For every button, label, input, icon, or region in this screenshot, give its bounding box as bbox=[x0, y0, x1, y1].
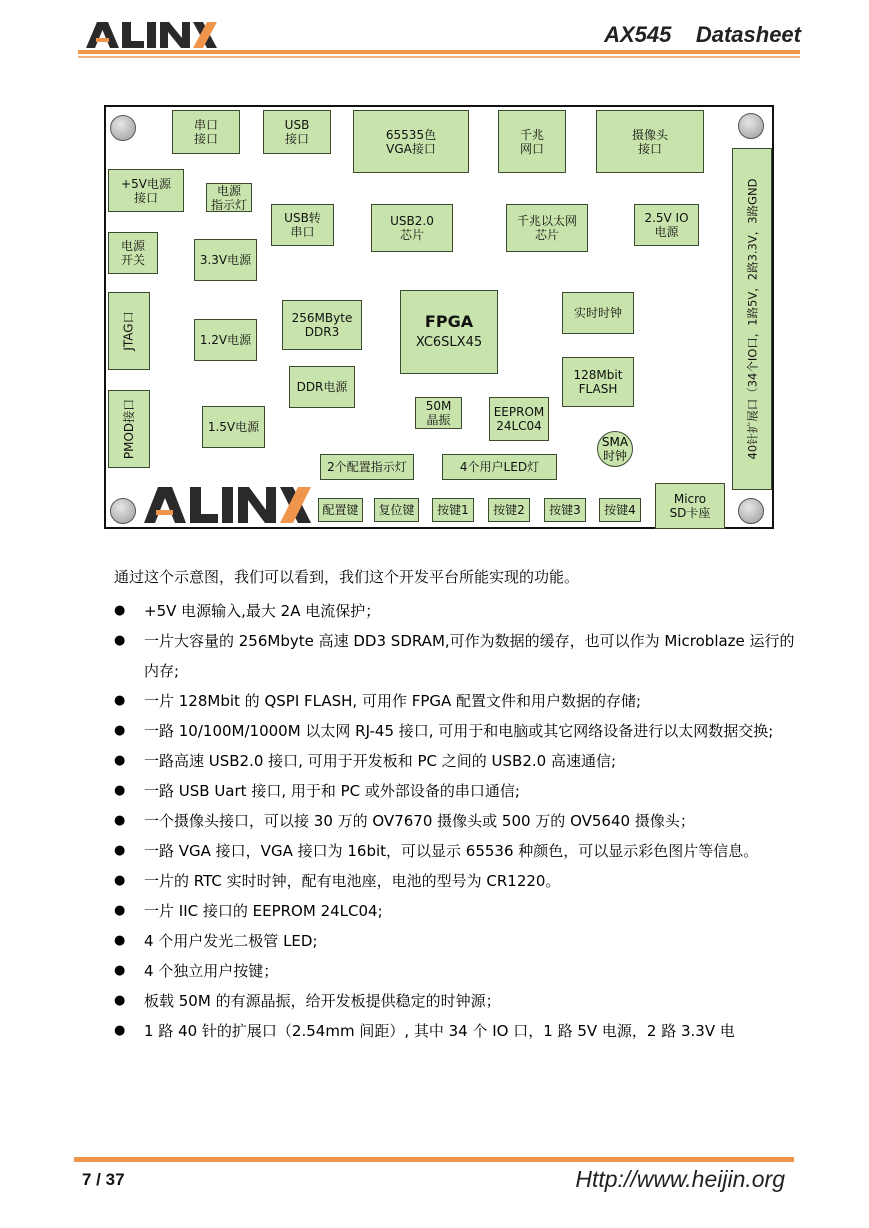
ethernet-chip-block: 千兆以太网 芯片 bbox=[506, 204, 588, 252]
jtag-label: JTAG口 bbox=[122, 311, 136, 351]
feature-item: ● 4 个用户发光二极管 LED; bbox=[114, 926, 804, 956]
document-title: AX545 Datasheet bbox=[604, 22, 801, 47]
pmod-label: PMOD接口 bbox=[122, 398, 136, 460]
feature-list bbox=[114, 596, 804, 1046]
usb2-chip-block: USB2.0 芯片 bbox=[371, 204, 453, 252]
key3-block: 按键3 bbox=[544, 498, 586, 522]
key4-block: 按键4 bbox=[599, 498, 641, 522]
feature-item: ● 一片 IIC 接口的 EEPROM 24LC04; bbox=[114, 896, 804, 926]
header-rule-thin bbox=[78, 56, 800, 58]
user-leds-block: 4个用户LED灯 bbox=[442, 454, 557, 480]
fpga-block bbox=[400, 290, 498, 374]
reset-key-block: 复位键 bbox=[374, 498, 419, 522]
pmod-block bbox=[108, 390, 150, 468]
feature-item: ● 一路 10/100M/1000M 以太网 RJ-45 接口, 可用于和电脑或其它网络设备进行以太网数据交换; bbox=[114, 716, 804, 746]
config-leds-block: 2个配置指示灯 bbox=[320, 454, 414, 480]
board-alinx-logo bbox=[144, 485, 312, 525]
camera-block: 摄像头 接口 bbox=[596, 110, 704, 173]
intro-text: 通过这个示意图，我们可以看到，我们这个开发平台所能实现的功能。 bbox=[114, 568, 580, 586]
rtc-block: 实时时钟 bbox=[562, 292, 634, 334]
jtag-block bbox=[108, 292, 150, 370]
feature-item: ● 一个摄像头接口，可以接 30 万的 OV7670 摄像头或 500 万的 OV5640 摄像头； bbox=[114, 806, 804, 836]
header-rule bbox=[78, 50, 800, 54]
footer-website[interactable]: Http://www.heijin.org bbox=[575, 1166, 785, 1192]
page-number: 7 / 37 bbox=[82, 1170, 125, 1189]
footer-rule bbox=[74, 1157, 794, 1162]
power-1v5-block: 1.5V电源 bbox=[202, 406, 265, 448]
crystal-block: 50M 晶振 bbox=[415, 397, 462, 429]
expansion-label: 40针扩展口（34个IO口，1路5V，2路3.3V，3路GND bbox=[745, 178, 759, 460]
power-input-block: +5V电源 接口 bbox=[108, 169, 184, 212]
feature-item: ● 一片的 RTC 实时时钟，配有电池座，电池的型号为 CR1220。 bbox=[114, 866, 804, 896]
power-3v3-block: 3.3V电源 bbox=[194, 239, 257, 281]
uart-port-block: 串口 接口 bbox=[172, 110, 240, 154]
mount-hole bbox=[738, 498, 764, 524]
io-power-2v5-block: 2.5V IO 电源 bbox=[634, 204, 699, 246]
expansion-header-block bbox=[732, 148, 772, 490]
mount-hole bbox=[738, 113, 764, 139]
feature-item: ● 一片大容量的 256Mbyte 高速 DD3 SDRAM,可作为数据的缓存，也可以作为 Microblaze 运行的内存; bbox=[114, 626, 804, 686]
feature-item: ● +5V 电源输入,最大 2A 电流保护； bbox=[114, 596, 804, 626]
feature-item: ● 一片 128Mbit 的 QSPI FLASH, 可用作 FPGA 配置文件和用户数据的存储; bbox=[114, 686, 804, 716]
power-1v2-block: 1.2V电源 bbox=[194, 319, 257, 361]
vga-block: 65535色 VGA接口 bbox=[353, 110, 469, 173]
flash-block: 128Mbit FLASH bbox=[562, 357, 634, 407]
key1-block: 按键1 bbox=[432, 498, 474, 522]
feature-item: ● 4 个独立用户按键； bbox=[114, 956, 804, 986]
feature-item: ● 1 路 40 针的扩展口（2.54mm 间距）, 其中 34 个 IO 口，1 路 5V 电源，2 路 3.3V 电 bbox=[114, 1016, 804, 1046]
sma-clock: SMA 时钟 bbox=[597, 431, 633, 467]
usb-port-block: USB 接口 bbox=[263, 110, 331, 154]
ddr-power-block: DDR电源 bbox=[289, 366, 355, 408]
power-led-block: 电源 指示灯 bbox=[206, 183, 252, 212]
config-key-block: 配置键 bbox=[318, 498, 363, 522]
microsd-block: Micro SD卡座 bbox=[655, 483, 725, 529]
key2-block: 按键2 bbox=[488, 498, 530, 522]
power-switch-block: 电源 开关 bbox=[108, 232, 158, 274]
gige-port-block: 千兆 网口 bbox=[498, 110, 566, 173]
feature-item: ● 一路高速 USB2.0 接口, 可用于开发板和 PC 之间的 USB2.0 高速通信; bbox=[114, 746, 804, 776]
mount-hole bbox=[110, 498, 136, 524]
fpga-part: XC6SLX45 bbox=[415, 335, 483, 350]
eeprom-block: EEPROM 24LC04 bbox=[489, 397, 549, 441]
fpga-title: FPGA bbox=[424, 312, 474, 331]
board-diagram bbox=[104, 105, 774, 529]
usb-uart-block: USB转 串口 bbox=[271, 204, 334, 246]
feature-item: ● 一路 USB Uart 接口, 用于和 PC 或外部设备的串口通信; bbox=[114, 776, 804, 806]
ddr3-block: 256MByte DDR3 bbox=[282, 300, 362, 350]
feature-item: ● 一路 VGA 接口，VGA 接口为 16bit，可以显示 65536 种颜色，可以显示彩色图片等信息。 bbox=[114, 836, 804, 866]
mount-hole bbox=[110, 115, 136, 141]
feature-item: ● 板载 50M 的有源晶振，给开发板提供稳定的时钟源； bbox=[114, 986, 804, 1016]
alinx-logo bbox=[86, 20, 218, 50]
